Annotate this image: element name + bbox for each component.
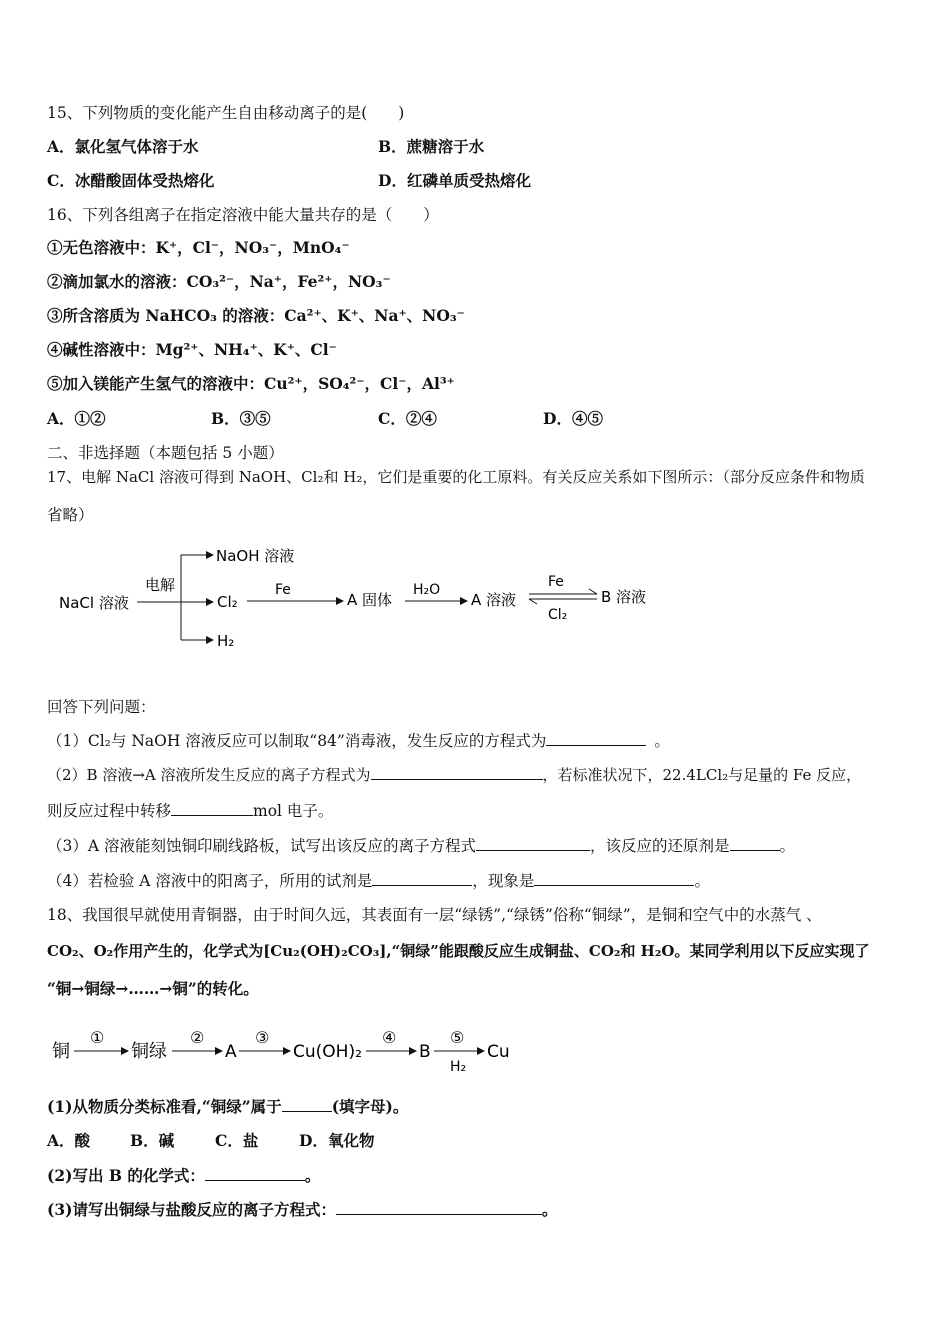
q18-option-b: B．碱 bbox=[130, 1131, 175, 1150]
q17-answer-prompt: 回答下列问题： bbox=[47, 698, 156, 716]
q16-stem: 16、下列各组离子在指定溶液中能大量共存的是（ ） bbox=[47, 206, 439, 224]
q18-part1-text: (1)从物质分类标准看,“铜绿”属于 bbox=[47, 1097, 282, 1116]
diagram-reverse-hook bbox=[529, 599, 537, 604]
q18-part3 bbox=[47, 1200, 557, 1220]
chain-a: A bbox=[225, 1042, 237, 1062]
q18-part2-end: 。 bbox=[304, 1166, 321, 1185]
q17-part1 bbox=[47, 731, 670, 751]
q17-part3-text2: ，该反应的还原剂是 bbox=[589, 837, 730, 855]
q16-item-5: ⑤加入镁能产生氢气的溶液中：Cu²⁺，SO₄²⁻，Cl⁻，Al³⁺ bbox=[47, 374, 455, 393]
q18-part2-text: (2)写出 B 的化学式： bbox=[47, 1166, 205, 1185]
chain-step-2: ② bbox=[190, 1028, 205, 1047]
diagram-water-label: H₂O bbox=[413, 582, 441, 598]
q17-part3-reducer-blank[interactable] bbox=[730, 836, 780, 851]
q17-part4-end: 。 bbox=[694, 872, 710, 890]
chain-copper: 铜 bbox=[52, 1041, 70, 1062]
chain-step-3: ③ bbox=[255, 1028, 270, 1047]
q18-part3-end: 。 bbox=[541, 1200, 558, 1219]
q15-option-b: B．蔗糖溶于水 bbox=[378, 137, 485, 156]
q17-part4 bbox=[47, 871, 710, 891]
q15-stem: 15、下列物质的变化能产生自由移动离子的是( ) bbox=[47, 104, 405, 122]
q18-part1-blank[interactable] bbox=[282, 1097, 332, 1112]
q18-part1 bbox=[47, 1097, 408, 1117]
diagram-cl2b-label: Cl₂ bbox=[548, 607, 568, 623]
q17-part2-text2: ，若标准状况下，22.4LCl₂与足量的 Fe 反应， bbox=[542, 766, 862, 784]
q17-part3-text: （3）A 溶液能刻蚀铜印刷线路板，试写出该反应的离子方程式 bbox=[47, 837, 476, 855]
diagram-fe-label: Fe bbox=[275, 582, 291, 598]
diagram-b-solution: B 溶液 bbox=[601, 588, 647, 606]
diagram-cl2: Cl₂ bbox=[217, 593, 238, 611]
q17-part4-text: （4）若检验 A 溶液中的阳离子，所用的试剂是 bbox=[47, 872, 373, 890]
q17-part2-blank[interactable] bbox=[371, 765, 543, 780]
section-heading: 二、非选择题（本题包括 5 小题） bbox=[47, 444, 284, 462]
q17-part1-text: （1）Cl₂与 NaOH 溶液反应可以制取“84”消毒液，发生反应的方程式为 bbox=[47, 732, 547, 750]
q17-part1-blank[interactable] bbox=[546, 731, 646, 746]
chain-cu-end: Cu bbox=[487, 1042, 510, 1062]
q18-stem-line3: “铜→铜绿→……→铜”的转化。 bbox=[47, 979, 259, 998]
q18-option-a: A．酸 bbox=[47, 1131, 91, 1150]
diagram-electrolysis: 电解 bbox=[145, 576, 176, 594]
q18-part2 bbox=[47, 1166, 320, 1186]
q18-option-d: D．氧化物 bbox=[299, 1131, 375, 1150]
diagram-forward-hook bbox=[589, 589, 597, 594]
chain-verdigris: 铜绿 bbox=[131, 1041, 167, 1062]
q18-conversion-chain bbox=[48, 1018, 528, 1078]
q17-part2-cont bbox=[47, 801, 333, 821]
q17-part2-text3: 则反应过程中转移 bbox=[47, 802, 172, 820]
q16-option-a: A．①② bbox=[47, 409, 106, 428]
q16-item-3: ③所含溶质为 NaHCO₃ 的溶液：Ca²⁺、K⁺、Na⁺、NO₃⁻ bbox=[47, 306, 465, 325]
q17-part4-phenomenon-blank[interactable] bbox=[534, 871, 694, 886]
q15-option-a: A．氯化氢气体溶于水 bbox=[47, 137, 199, 156]
q18-part1-end: (填字母)。 bbox=[331, 1097, 409, 1116]
q16-item-2: ②滴加氯水的溶液：CO₃²⁻，Na⁺，Fe²⁺，NO₃⁻ bbox=[47, 272, 391, 291]
q18-stem-line1: 18、我国很早就使用青铜器，由于时间久远，其表面有一层“绿锈”,“绿锈”俗称“铜绿”，是铜和空气中的水蒸气 、 bbox=[47, 906, 822, 924]
chain-b: B bbox=[419, 1042, 431, 1062]
q17-stem-line2: 省略） bbox=[47, 506, 94, 524]
q17-reaction-diagram bbox=[55, 540, 675, 655]
q17-part2 bbox=[47, 765, 861, 785]
q16-item-4: ④碱性溶液中：Mg²⁺、NH₄⁺、K⁺、Cl⁻ bbox=[47, 340, 337, 359]
q17-part3-end: 。 bbox=[779, 837, 796, 855]
q18-option-c: C．盐 bbox=[215, 1131, 259, 1150]
q18-part3-text: (3)请写出铜绿与盐酸反应的离子方程式： bbox=[47, 1200, 336, 1219]
q17-part3-blank[interactable] bbox=[476, 836, 590, 851]
q16-option-d: D．④⑤ bbox=[543, 409, 603, 428]
q17-part2-electron-blank[interactable] bbox=[171, 801, 253, 816]
q16-item-1: ①无色溶液中：K⁺，Cl⁻，NO₃⁻，MnO₄⁻ bbox=[47, 238, 350, 257]
q18-part3-blank[interactable] bbox=[336, 1200, 542, 1215]
diagram-a-solid: A 固体 bbox=[347, 591, 393, 609]
q15-option-c: C．冰醋酸固体受热熔化 bbox=[47, 171, 215, 190]
q17-stem-line1: 17、电解 NaCl 溶液可得到 NaOH、Cl₂和 H₂，它们是重要的化工原料。有关反应关系如下图所示：（部分反应条件和物质 bbox=[47, 468, 865, 486]
diagram-a-solution: A 溶液 bbox=[471, 591, 517, 609]
q15-option-d: D．红磷单质受热熔化 bbox=[378, 171, 531, 190]
diagram-h2: H₂ bbox=[217, 632, 235, 650]
q17-part4-text2: ，现象是 bbox=[472, 872, 535, 890]
diagram-nacl: NaCl 溶液 bbox=[59, 594, 129, 612]
q17-part4-reagent-blank[interactable] bbox=[372, 871, 472, 886]
q17-part3 bbox=[47, 836, 795, 856]
chain-step-4: ④ bbox=[382, 1028, 397, 1047]
diagram-fe2-label: Fe bbox=[548, 574, 564, 590]
q17-part1-end: 。 bbox=[654, 732, 670, 750]
diagram-naoh: NaOH 溶液 bbox=[216, 547, 295, 565]
q16-option-b: B．③⑤ bbox=[211, 409, 271, 428]
q16-option-c: C．②④ bbox=[378, 409, 437, 428]
q18-part2-blank[interactable] bbox=[205, 1166, 305, 1181]
chain-step-1: ① bbox=[90, 1028, 105, 1047]
q17-part2-text: （2）B 溶液→A 溶液所发生反应的离子方程式为 bbox=[47, 766, 371, 784]
q17-part2-text4: mol 电子。 bbox=[253, 802, 334, 820]
chain-h2: H₂ bbox=[450, 1059, 467, 1075]
chain-step-5: ⑤ bbox=[450, 1028, 465, 1047]
q18-stem-line2: CO₂、O₂作用产生的，化学式为[Cu₂(OH)₂CO₃],“铜绿”能跟酸反应生成铜盐、CO₂和 H₂O。某同学利用以下反应实现了 bbox=[47, 942, 870, 960]
chain-cu-hydroxide: Cu(OH)₂ bbox=[293, 1042, 362, 1062]
